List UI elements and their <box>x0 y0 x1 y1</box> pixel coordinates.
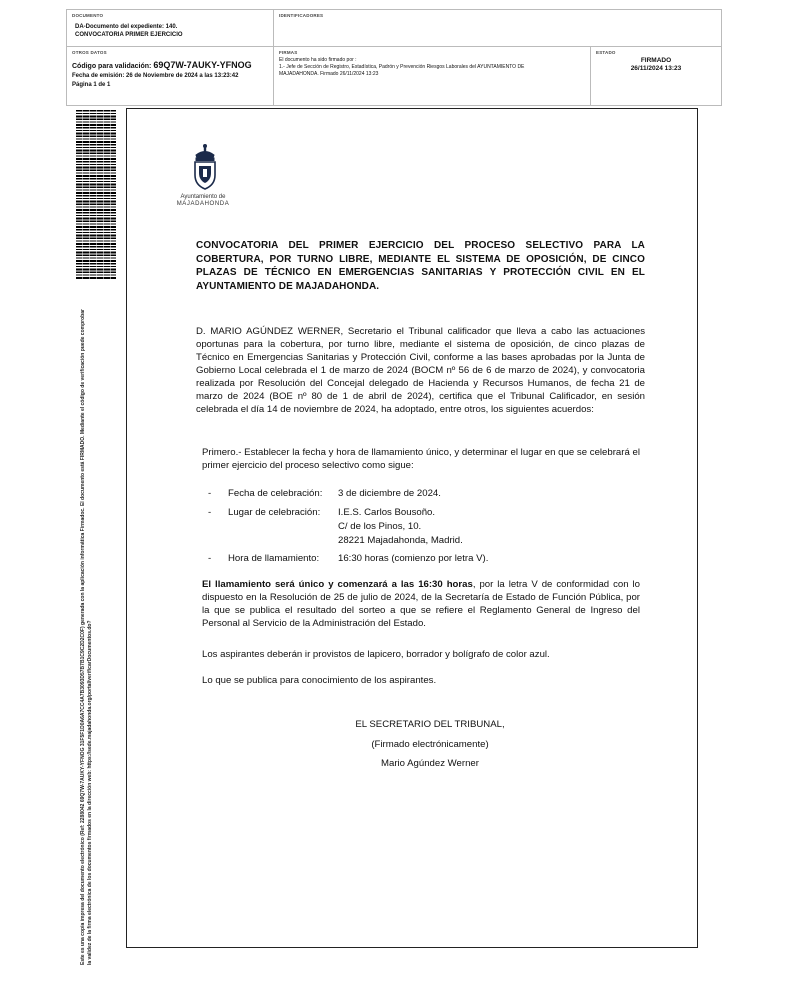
list-key: Hora de llamamiento: <box>228 553 320 564</box>
list-value: 16:30 horas (comienzo por letra V). <box>338 553 489 564</box>
intro-paragraph: D. MARIO AGÚNDEZ WERNER, Secretario el Tribunal calificador que lleva a cabo las actuaciones oportunas para la cobertura, por turno libre, mediante el sistema de oposición, de cinco plazas de Técnico en Emergencias Sanitarias y Protección Civil, conforme a las bases aprobadas por la Junta de Gobierno Local celebrada el 1 de marzo de 2024 (BOCM nº 56 de 6 de marzo de 2024), y convocatoria realizada por Resolución del Concejal delegado de Hacienda y Recursos Humanos, de fecha 21 de marzo de 2024 (BOE nº 80 de 1 de abril de 2024), certifica que el Tribunal Calificador, en sesión celebrada el día 14 de noviembre de 2024, ha adoptado, entre otros, los siguientes acuerdos: <box>196 326 645 415</box>
signature-title: EL SECRETARIO DEL TRIBUNAL, <box>355 719 505 730</box>
firmas-label: FIRMAS <box>279 50 298 55</box>
list-dash: - <box>208 488 212 499</box>
llamamiento-paragraph <box>202 578 640 630</box>
identificadores-cell <box>274 10 721 47</box>
documento-line1: DA-Documento del expediente: 140. <box>75 24 178 30</box>
list-dash: - <box>208 507 212 518</box>
closing-paragraph: Lo que se publica para conocimiento de los aspirantes. <box>202 675 437 686</box>
list-key: Fecha de celebración: <box>228 488 323 499</box>
estado-date: 26/11/2024 13:23 <box>630 65 682 72</box>
estado-value: FIRMADO <box>640 57 672 64</box>
otros-datos-label: OTROS DATOS <box>72 50 107 55</box>
estado-label: ESTADO <box>596 50 616 55</box>
barcode <box>76 110 116 280</box>
firmas-line3: MAJADAHONDA. Firmado 26/11/2024 13:23 <box>279 71 379 77</box>
llamamiento-rest: , por la letra V de conformidad con lo dispuesto en la Resolución de 25 de julio de 2024, de la Secretaría de Estado de Función Pública, por la que se publica el resultado del sorteo a que se refiere el Reglamento General de Ingreso del Personal al Servicio de la Administración del Estado. <box>202 579 640 629</box>
firmas-line2: 1.- Jefe de Sección de Registro, Estadística, Padrón y Prevención Riesgos Laborales del AYUNTAMIENTO DE <box>279 64 525 70</box>
document-header <box>66 9 722 106</box>
material-paragraph: Los aspirantes deberán ir provistos de lapicero, borrador y bolígrafo de color azul. <box>202 649 550 660</box>
list-key: Lugar de celebración: <box>228 507 321 518</box>
logo-text <box>168 194 238 208</box>
list-value-line2: C/ de los Pinos, 10. <box>338 521 422 532</box>
list-value: 3 de diciembre de 2024. <box>338 488 441 499</box>
documento-cell <box>67 10 274 47</box>
identificadores-label: IDENTIFICADORES <box>279 13 324 18</box>
validation-code <box>72 61 252 71</box>
page-count: Página 1 de 1 <box>72 82 111 88</box>
emission-date: Fecha de emisión: 26 de Noviembre de 2024 a las 13:23:42 <box>72 73 239 79</box>
validation-code-value: 69Q7W-7AUKY-YFNOG <box>153 60 252 70</box>
firmas-line1: El documento ha sido firmado por : <box>279 57 357 63</box>
logo-line1: Ayuntamiento de <box>180 194 226 200</box>
list-value: I.E.S. Carlos Bousoño. <box>338 507 436 518</box>
documento-label: DOCUMENTO <box>72 13 104 18</box>
firmas-cell <box>274 47 591 105</box>
otros-datos-cell <box>67 47 274 105</box>
primero-paragraph: Primero.- Establecer la fecha y hora de llamamiento único, y determinar el lugar en que se celebrará el primer ejercicio del proceso selectivo como sigue: <box>202 447 640 471</box>
llamamiento-bold: El llamamiento será único y comenzará a las 16:30 horas <box>202 579 473 590</box>
list-value-line3: 28221 Majadahonda, Madrid. <box>338 535 463 546</box>
validation-code-label: Código para validación: <box>72 63 152 70</box>
signature-note: (Firmado electrónicamente) <box>371 739 489 750</box>
document-title: CONVOCATORIA DEL PRIMER EJERCICIO DEL PROCESO SELECTIVO PARA LA COBERTURA, POR TURNO LIBRE, MEDIANTE EL SISTEMA DE OPOSICIÓN, DE CINCO PLAZAS DE TÉCNICO EN EMERGENCIAS SANITARIAS Y PROTECCIÓN CIVIL EN EL AYUNTAMIENTO DE MAJADAHONDA. <box>196 240 645 292</box>
list-dash: - <box>208 553 212 564</box>
documento-line2: CONVOCATORIA PRIMER EJERCICIO <box>75 32 183 38</box>
signature-name: Mario Agúndez Werner <box>381 758 479 769</box>
verification-side-text: Este es una copia impresa del documento electrónico (Ref: 2288042 69Q7W-7AUKY-YFNOG 31F5F1D0A6A7CC4A7B3093D57B7B1C9C2D2C0F) generada con la aplicación informática Firmadoc. El documento está FIRMADO. Mediante el código de verificación puede comprobar la validez de la firma electrónica de los documentos firmados en la dirección web: https://sede.majadahonda.org/portal/verificarDocumentos.do? <box>80 309 93 965</box>
estado-cell <box>591 47 721 105</box>
logo-line2: MAJADAHONDA <box>176 201 230 207</box>
